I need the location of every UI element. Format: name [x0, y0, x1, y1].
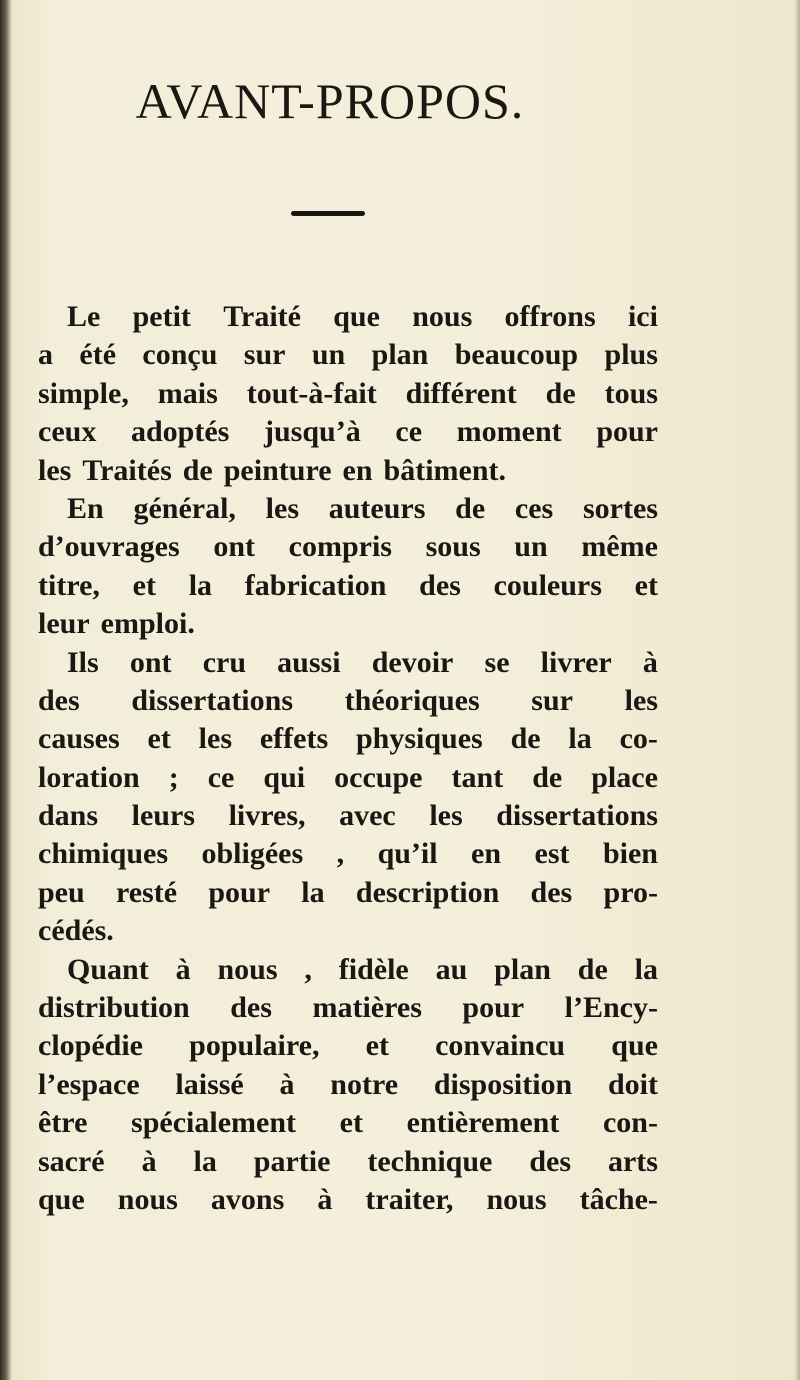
text-line: des dissertations théoriques sur les — [38, 683, 658, 717]
text-line: les Traités de peinture en bâtiment. — [38, 453, 507, 487]
text-line: a été conçu sur un plan beaucoup plus — [38, 338, 658, 372]
text-line: Ils ont cru aussi devoir se livrer à — [67, 645, 658, 679]
text-line: ceux adoptés jusqu’à ce moment pour — [38, 415, 658, 449]
text-line: chimiques obligées , qu’il en est bien — [38, 837, 658, 871]
text-line: sacré à la partie technique des arts — [38, 1144, 658, 1178]
text-line: peu resté pour la description des pro- — [38, 875, 658, 909]
text-line: l’espace laissé à notre disposition doit — [38, 1067, 658, 1101]
text-line: Le petit Traité que nous offrons ici — [67, 300, 658, 333]
text-line: que nous avons à traiter, nous tâche- — [38, 1182, 658, 1216]
text-line: cédés. — [38, 914, 114, 948]
body-text — [38, 298, 658, 1219]
text-line: être spécialement et entièrement con- — [38, 1106, 658, 1140]
text-line: En général, les auteurs de ces sortes — [67, 491, 658, 525]
title-ornament-rule — [291, 211, 365, 216]
text-line: distribution des matières pour l’Ency- — [38, 991, 658, 1025]
text-line: Quant à nous , fidèle au plan de la — [67, 952, 658, 986]
page-edge — [794, 0, 800, 1380]
text-line: causes et les effets physiques de la co- — [38, 722, 658, 756]
binding-shadow — [0, 0, 12, 1380]
text-line: loration ; ce qui occupe tant de place — [38, 760, 658, 794]
text-line: leur emploi. — [38, 607, 195, 641]
text-line: clopédie populaire, et convaincu que — [38, 1029, 658, 1063]
text-line: simple, mais tout-à-fait différent de tous — [38, 376, 658, 410]
text-line: dans leurs livres, avec les dissertations — [38, 799, 658, 833]
text-line: titre, et la fabrication des couleurs et — [38, 568, 658, 602]
page-title: AVANT-PROPOS. — [135, 73, 525, 129]
text-line: d’ouvrages ont compris sous un même — [38, 530, 658, 564]
